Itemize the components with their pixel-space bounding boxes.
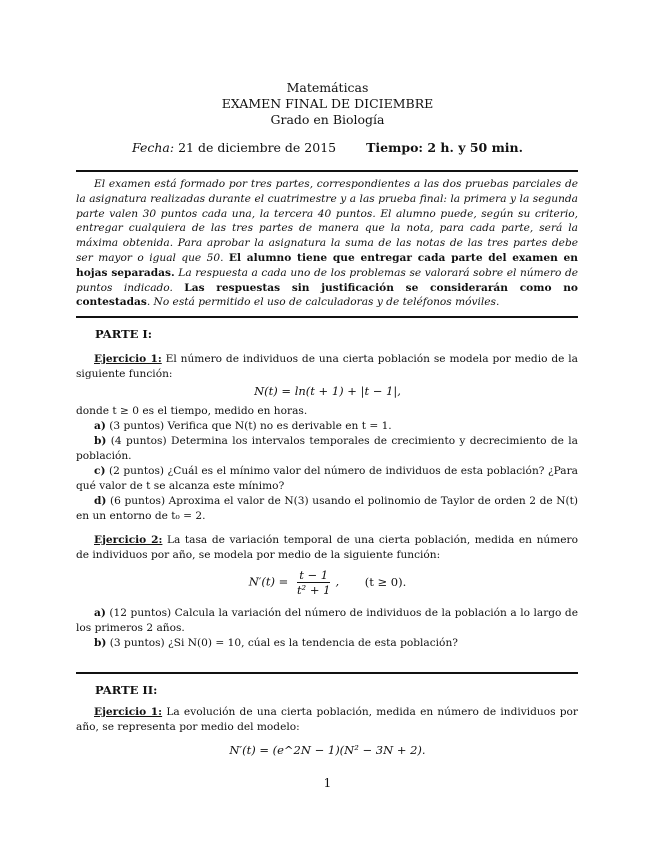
list-item: b) (4 puntos) Determina los intervalos temporales de crecimiento y decrecimiento de la población.: [76, 435, 578, 462]
list-item: d) (6 puntos) Aproxima el valor de N(3) usando el polinomio de Taylor de orden 2 de N(t) en un entorno de t₀ = 2.: [76, 495, 578, 522]
exam-instructions: [76, 177, 578, 310]
list-item: b) (3 puntos) ¿Si N(0) = 10, cúal es la tendencia de esta población?: [94, 637, 458, 649]
part-2-title: PARTE II:: [95, 683, 158, 697]
eq-numerator: t − 1: [299, 568, 329, 582]
part1-ex2-label: Ejercicio 2:: [94, 534, 163, 546]
part1-ex2-items: [76, 606, 578, 651]
part1-ex2-statement: [76, 533, 578, 563]
part1-ex1-label: Ejercicio 1:: [94, 353, 162, 365]
top-divider: [76, 170, 578, 172]
instructions-text-1: El examen está formado por tres partes, correspondientes a las dos pruebas parciales de la asignatura realizadas durante el cuatrimestre y a las prueba final: la primera y la segunda parte valen 30 puntos cada una, la tercera 40 puntos. El alumno puede, según su criterio, entregar cualquiera de las tres partes de manera que la nota, para cada parte, será la máxima obtenida. Para aprobar la asignatura la suma de las notas de las tres partes debe ser mayor o igual que 50.: [76, 178, 578, 264]
subject-title: Matemáticas: [286, 80, 369, 95]
intro-divider: [76, 316, 578, 318]
part1-ex1-text: El número de individuos de una cierta población se modela por medio de la siguiente función:: [76, 353, 578, 380]
date-time-line: [0, 140, 655, 155]
instructions-text-3: . No está permitido el uso de calculadoras y de teléfonos móviles.: [146, 296, 500, 309]
eq-fraction: [295, 568, 333, 597]
date-value: 21 de diciembre de 2015: [178, 140, 337, 155]
part-divider: [76, 672, 578, 674]
exam-header: [0, 80, 655, 155]
list-item: a) (12 puntos) Calcula la variación del número de individuos de la población a lo largo de los primeros 2 años.: [76, 607, 578, 634]
list-item: c) (2 puntos) ¿Cuál es el mínimo valor del número de individuos de esta población? ¿Para qué valor de t se alcanza este mínimo?: [76, 465, 578, 492]
eq-condition: (t ≥ 0).: [364, 574, 407, 589]
instructions-text-2: La respuesta a cada uno de los problemas se valorará sobre el número de puntos indicado.: [76, 266, 578, 294]
part1-ex2-equation: N′(t) = $\frac{t - 1}{\text{t² + 1}}$ , (t ≥ 0).: [248, 568, 407, 597]
part2-ex1-label: Ejercicio 1:: [94, 706, 163, 718]
instructions-bold-1: El alumno tiene que entregar cada parte del examen en hojas separadas.: [76, 251, 578, 279]
part2-ex1-text: La evolución de una cierta población, medida en número de individuos por año, se representa por medio del modelo:: [76, 706, 578, 733]
part1-ex1-equation: N(t) = ln(t + 1) + |t − 1|,: [254, 384, 401, 398]
part-1-title: PARTE I:: [95, 327, 153, 341]
part1-ex2-text: La tasa de variación temporal de una cierta población, medida en número de individuos por año, se modela por medio de la siguiente función:: [76, 534, 578, 561]
part1-ex1-items: [76, 404, 578, 524]
exam-title: EXAMEN FINAL DE DICIEMBRE: [221, 96, 434, 111]
part2-ex1-statement: [76, 705, 578, 735]
page-number: 1: [323, 776, 332, 790]
exam-time: Tiempo: 2 h. y 50 min.: [366, 140, 523, 155]
degree-title: Grado en Biología: [270, 112, 385, 127]
list-item: a) (3 puntos) Verifica que N(t) no es derivable en t = 1.: [94, 420, 392, 432]
instructions-bold-2: Las respuestas sin justificación se considerarán como no contestadas: [76, 281, 578, 309]
date-label: Fecha:: [131, 140, 175, 155]
part1-ex1-after: donde t ≥ 0 es el tiempo, medido en horas.: [76, 405, 308, 417]
eq-lhs: N′(t) =: [248, 574, 289, 589]
part2-ex1-equation: N′(t) = (e^2N − 1)(N² − 3N + 2).: [229, 743, 426, 757]
part1-ex1-statement: [76, 352, 578, 382]
eq-denominator: t² + 1: [296, 583, 331, 597]
